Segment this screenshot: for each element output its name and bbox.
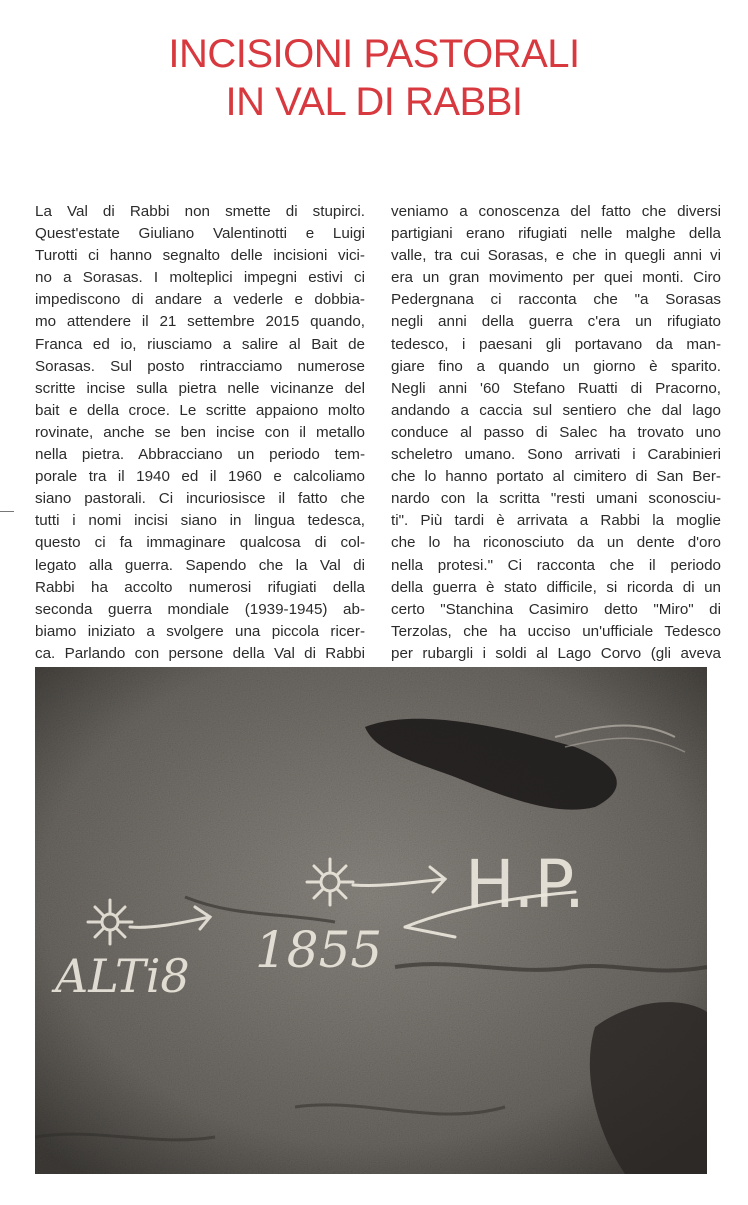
- text-line: Franca ed io, riusciamo a salire al Bait de: [35, 335, 365, 353]
- text-line: ca. Parlando con persone della Val di Rabbi: [35, 644, 365, 662]
- text-line: rovinate, anche se ben incise con il metallo: [35, 423, 365, 441]
- text-line: legato alla guerra. Sapendo che la Val di: [35, 556, 365, 574]
- text-line: Rabbi ha accolto numerosi rifugiati della: [35, 578, 365, 596]
- text-line: tedesco, i paesani gli portavano da man-: [391, 335, 721, 353]
- margin-mark: [0, 511, 14, 512]
- text-line: mo attendere il 21 settembre 2015 quando,: [35, 313, 365, 331]
- right-text-column: [391, 201, 721, 665]
- title-line-1: INCISIONI PASTORALI: [168, 32, 580, 76]
- text-line: siano pastorali. Ci incuriosisce il fatto che: [35, 490, 365, 508]
- article-title: [0, 30, 748, 126]
- text-line: La Val di Rabbi non smette di stupirci.: [35, 203, 365, 220]
- text-line: giare fino a quando un giorno è sparito.: [391, 357, 721, 375]
- text-line: impediscono di andare a vederle e dobbia-: [35, 291, 365, 309]
- text-line: valle, tra cui Sorasas, e che in quegli anni vi: [391, 247, 721, 265]
- text-line: no a Sorasas. I molteplici impegni estivi ci: [35, 269, 365, 287]
- text-line: nardo con la scritta "resti umani sconosciu-: [391, 490, 721, 508]
- text-line: Negli anni '60 Stefano Ruatti di Pracorno,: [391, 379, 721, 397]
- text-line: della guerra è stato difficile, si ricorda di un: [391, 578, 721, 596]
- text-line: biamo iniziato a svolgere una piccola ricer-: [35, 622, 365, 640]
- text-line: tutti i nomi incisi siano in lingua tedesca,: [35, 512, 365, 530]
- text-line: veniamo a conoscenza del fatto che diversi: [391, 203, 721, 220]
- text-line: ti". Più tardi è arrivata a Rabbi la moglie: [391, 512, 721, 530]
- rock-engraving-photo: [35, 667, 707, 1174]
- text-line: Turotti ci hanno segnalto delle incisioni vici-: [35, 247, 365, 265]
- carving-year: 1855: [255, 921, 383, 979]
- carving-initials: H.P.: [465, 846, 585, 923]
- text-line: nella pietra. Abbracciano un periodo tem-: [35, 446, 365, 464]
- text-line: Quest'estate Giuliano Valentinotti e Luigi: [35, 225, 365, 243]
- text-line: conduce al passo di Salec ha trovato uno: [391, 423, 721, 441]
- text-line: nella protesi." Ci racconta che il periodo: [391, 556, 721, 574]
- text-line: Pedergnana ci racconta che "a Sorasas: [391, 291, 721, 309]
- text-line: era un gran movimento per quei monti. Ciro: [391, 269, 721, 287]
- text-line: porale tra il 1940 ed il 1960 e calcoliamo: [35, 468, 365, 486]
- text-line: Sorasas. Sul posto rintracciamo numerose: [35, 357, 365, 375]
- text-line: per rubargli i soldi al Lago Corvo (gli aveva: [391, 644, 721, 662]
- left-text-column: [35, 201, 365, 665]
- text-line: questo ci fa immaginare qualcosa di col-: [35, 534, 365, 552]
- text-line: bait e della croce. Le scritte appaiono molto: [35, 401, 365, 419]
- text-line: Terzolas, che ha ucciso un'ufficiale Tedesco: [391, 622, 721, 640]
- text-line: partigiani erano rifugiati nelle malghe della: [391, 225, 721, 243]
- text-line: certo "Stanchina Casimiro detto "Miro" di: [391, 600, 721, 618]
- text-line: che lo ha riconosciuto da un dente d'oro: [391, 534, 721, 552]
- text-line: andando a caccia sul sentiero che dal lago: [391, 401, 721, 419]
- text-line: scheletro umano. Sono arrivati i Carabinieri: [391, 446, 721, 464]
- text-line: scritte incise sulla pietra nelle vicinanze del: [35, 379, 365, 397]
- text-line: che lo hanno portato al cimitero di San Ber-: [391, 468, 721, 486]
- carving-name: ALTi8: [55, 949, 190, 1003]
- text-line: negli anni della guerra c'era un rifugiato: [391, 313, 721, 331]
- text-line: seconda guerra mondiale (1939-1945) ab-: [35, 600, 365, 618]
- title-line-2: IN VAL DI RABBI: [225, 80, 523, 124]
